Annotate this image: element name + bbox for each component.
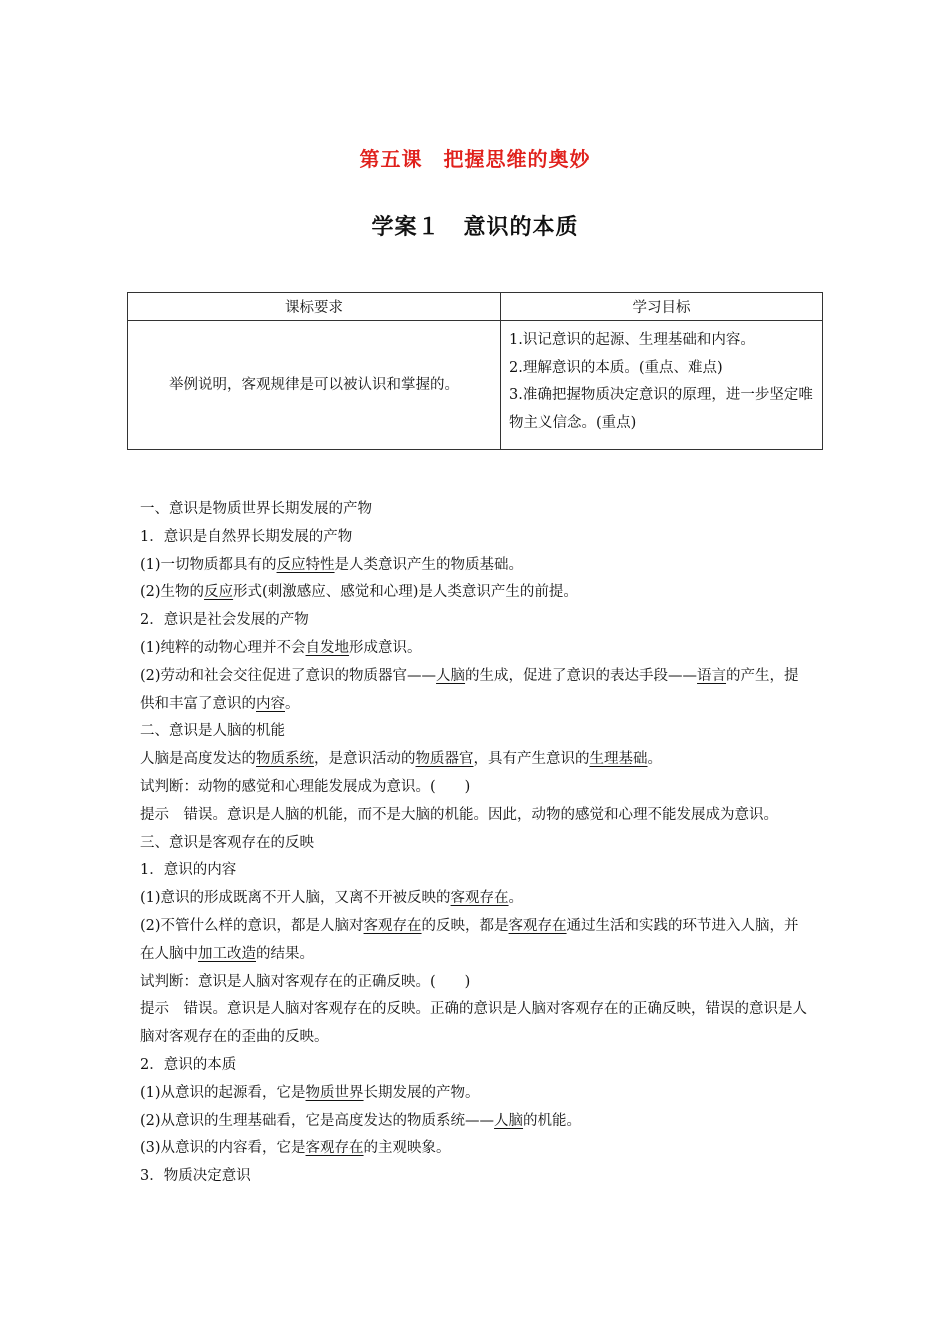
key-term: 客观存在	[363, 917, 422, 934]
section-heading: 三、意识是客观存在的反映	[140, 834, 314, 851]
paragraph: (1)从意识的起源看，它是物质世界长期发展的产物。	[140, 1084, 480, 1101]
paragraph: (2)生物的反应形式(刺激感应、感觉和心理)是人类意识产生的前提。	[140, 584, 578, 601]
lesson-title: 第五课 把握思维的奥妙	[359, 147, 591, 171]
paragraph: (2)从意识的生理基础看，它是高度发达的物质系统——人脑的机能。	[140, 1112, 582, 1129]
case-title: 学案１ 意识的本质	[371, 215, 579, 240]
objective-item: 1.识记意识的起源、生理基础和内容。	[509, 332, 755, 348]
objective-item: 3.准确把握物质决定意识的原理，进一步坚定唯物主义信念。(重点)	[509, 387, 813, 431]
objectives-cell	[501, 321, 823, 450]
paragraph: 人脑是高度发达的物质系统，是意识活动的物质器官，具有产生意识的生理基础。	[140, 751, 662, 768]
key-term: 内容	[256, 695, 285, 712]
header-objectives: 学习目标	[501, 293, 823, 321]
judgment-question: 试判断：动物的感觉和心理能发展成为意识。( )	[140, 778, 471, 795]
key-term: 客观存在	[305, 1140, 364, 1157]
table-header-row	[128, 293, 823, 321]
paragraph: (1)纯粹的动物心理并不会自发地形成意识。	[140, 639, 422, 656]
hint-paragraph: 提示 错误。意识是人脑的机能，而不是大脑的机能。因此，动物的感觉和心理不能发展成为意识。	[140, 806, 778, 823]
judgment-question: 试判断：意识是人脑对客观存在的正确反映。( )	[140, 973, 471, 990]
requirement-cell: 举例说明，客观规律是可以被认识和掌握的。	[128, 321, 501, 450]
subsection-heading: 1．意识是自然界长期发展的产物	[140, 528, 353, 545]
goals-table	[127, 292, 823, 450]
key-term: 语言	[697, 667, 727, 684]
paragraph: (3)从意识的内容看，它是客观存在的主观映象。	[140, 1140, 451, 1157]
subsection-heading: 3．物质决定意识	[140, 1168, 251, 1185]
key-term: 反应	[204, 584, 234, 601]
key-term: 自发地	[305, 639, 350, 656]
paragraph: (1)一切物质都具有的反应特性是人类意识产生的物质基础。	[140, 556, 524, 573]
hint-paragraph: 提示 错误。意识是人脑对客观存在的反映。正确的意识是人脑对客观存在的正确反映，错误的意识是人脑对客观存在的歪曲的反映。	[140, 1001, 807, 1046]
subsection-heading: 1．意识的内容	[140, 862, 237, 879]
key-term: 人脑	[436, 667, 466, 684]
header-requirement: 课标要求	[128, 293, 501, 321]
subsection-heading: 2．意识的本质	[140, 1056, 237, 1073]
section-heading: 二、意识是人脑的机能	[140, 723, 285, 740]
subsection-heading: 2．意识是社会发展的产物	[140, 612, 309, 629]
key-term: 物质器官	[415, 751, 474, 768]
key-term: 生理基础	[589, 751, 648, 768]
key-term: 客观存在	[450, 890, 509, 907]
paragraph: (2)不管什么样的意识，都是人脑对客观存在的反映，都是客观存在通过生活和实践的环节进入人脑，并在人脑中加工改造的结果。	[140, 917, 799, 962]
section-heading: 一、意识是物质世界长期发展的产物	[140, 501, 372, 517]
paragraph: (1)意识的形成既离不开人脑，又离不开被反映的客观存在。	[140, 890, 524, 907]
paragraph: (2)劳动和社会交往促进了意识的物质器官——人脑的生成，促进了意识的表达手段——语言的产生，提供和丰富了意识的内容。	[140, 667, 799, 712]
key-term: 人脑	[494, 1112, 524, 1129]
table-row	[128, 321, 823, 450]
key-term: 加工改造	[198, 945, 256, 962]
key-term: 物质世界	[305, 1084, 364, 1101]
objective-item: 2.理解意识的本质。(重点、难点)	[509, 359, 723, 376]
content-body	[140, 496, 812, 1191]
key-term: 物质系统	[256, 751, 314, 768]
key-term: 反应特性	[276, 556, 335, 573]
key-term: 客观存在	[508, 917, 567, 934]
